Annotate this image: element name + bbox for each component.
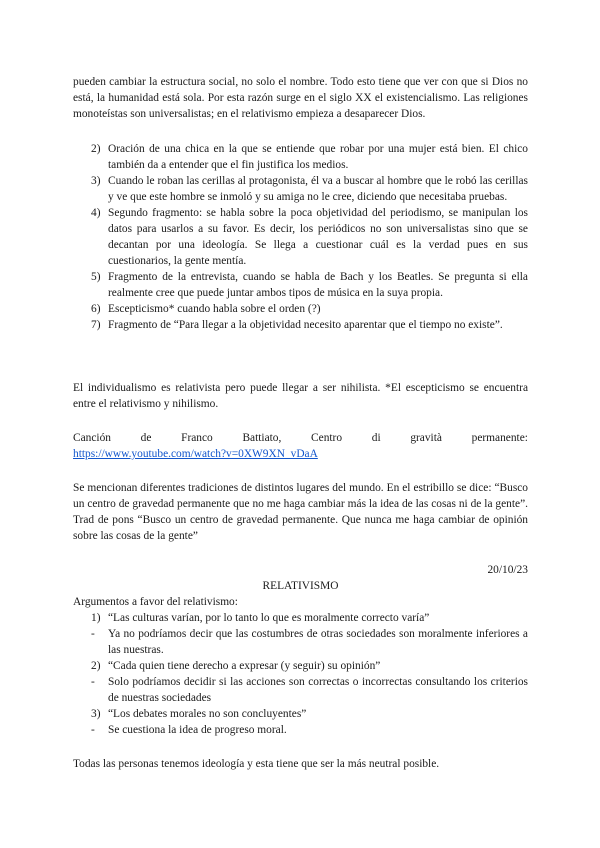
- list-text: Oración de una chica en la que se entiende que robar por una mujer está bien. El chico también da a entender que el fin justifica los medios.: [108, 143, 528, 171]
- argument-item: [73, 658, 528, 674]
- closing-paragraph: Todas las personas tenemos ideología y esta tiene que ser la más neutral posible.: [73, 758, 440, 770]
- list-item: [73, 317, 528, 333]
- argument-text: “Los debates morales no son concluyentes”: [108, 708, 307, 720]
- song-word: permanente:: [471, 432, 528, 444]
- song-line: [73, 430, 528, 446]
- list-text: Fragmento de “Para llegar a la objetividad necesito aparentar que el tiempo no existe”.: [108, 319, 503, 331]
- document-page: [73, 74, 528, 772]
- film-notes-list: [73, 141, 528, 333]
- song-word: Franco: [181, 432, 213, 444]
- section-title: RELATIVISMO: [262, 580, 339, 592]
- list-item: [73, 141, 528, 173]
- argument-marker: 1): [91, 612, 101, 624]
- list-item: [73, 269, 528, 301]
- list-text: Fragmento de la entrevista, cuando se habla de Bach y los Beatles. Se pregunta si ella realmente cree que puede juntar ambos tipos de música en la suya propia.: [108, 271, 528, 299]
- argument-item: [73, 626, 528, 658]
- song-word: Battiato,: [242, 432, 282, 444]
- song-word: Centro: [311, 432, 343, 444]
- argument-item: [73, 722, 528, 738]
- list-text: Cuando le roban las cerillas al protagonista, él va a buscar al hombre que le robó las cerillas y ve que este hombre se inmoló y su amiga no le cree, diciendo que necesitaba pruebas.: [108, 175, 528, 203]
- arguments-heading: Argumentos a favor del relativismo:: [73, 596, 238, 608]
- argument-text: Solo podríamos decidir si las acciones son correctas o incorrectas consultando los criterios de nuestras sociedades: [108, 676, 528, 704]
- argument-marker: 2): [91, 660, 101, 672]
- arguments-list: [73, 610, 528, 738]
- argument-marker: 3): [91, 708, 101, 720]
- argument-item: [73, 610, 528, 626]
- argument-text: “Cada quien tiene derecho a expresar (y seguir) su opinión”: [108, 660, 381, 672]
- date-stamp: 20/10/23: [487, 564, 528, 576]
- list-number: 4): [91, 207, 101, 219]
- list-item: [73, 301, 528, 317]
- list-number: 7): [91, 319, 101, 331]
- song-word: Canción: [73, 432, 111, 444]
- song-word: de: [140, 432, 152, 444]
- argument-marker: -: [91, 628, 95, 640]
- argument-marker: -: [91, 724, 95, 736]
- song-word: gravità: [410, 432, 442, 444]
- list-number: 2): [91, 143, 101, 155]
- argument-text: Ya no podríamos decir que las costumbres de otras sociedades son moralmente inferiores a las nuestras.: [108, 628, 528, 656]
- list-item: [73, 205, 528, 269]
- list-text: Segundo fragmento: se habla sobre la poca objetividad del periodismo, se manipulan los datos para usarlos a su favor. Es decir, los periódicos no son universalistas sino que se decantan por una ideología. Se llega a cuestionar cuál es la verdad pues en sus cuestionarios, la gente mentía.: [108, 207, 528, 267]
- argument-item: [73, 674, 528, 706]
- argument-text: Se cuestiona la idea de progreso moral.: [108, 724, 287, 736]
- list-text: Escepticismo* cuando habla sobre el orden (?): [108, 303, 321, 315]
- intro-paragraph: pueden cambiar la estructura social, no solo el nombre. Todo esto tiene que ver con que si Dios no está, la humanidad está sola. Por esta razón surge en el siglo XX el existencialismo. Las religiones monoteístas son universalistas; en el relativismo empieza a desaparecer Dios.: [73, 76, 528, 120]
- song-word: di: [371, 432, 381, 444]
- individualism-paragraph: El individualismo es relativista pero puede llegar a ser nihilista. *El escepticismo se encuentra entre el relativismo y nihilismo.: [73, 382, 528, 410]
- youtube-link[interactable]: https://www.youtube.com/watch?v=0XW9XN_vDaA: [73, 448, 318, 460]
- list-number: 3): [91, 175, 101, 187]
- list-number: 6): [91, 303, 101, 315]
- traditions-paragraph: Se mencionan diferentes tradiciones de distintos lugares del mundo. En el estribillo se dice: “Busco un centro de gravedad permanente que no me haga cambiar más la idea de las cosas ni de la gente”. Trad de pons “Busco un centro de gravedad permanente. Que nunca me haga cambiar de opinión sobre las cosas de la gente”: [73, 482, 528, 542]
- argument-marker: -: [91, 676, 95, 688]
- argument-text: “Las culturas varían, por lo tanto lo que es moralmente correcto varía”: [108, 612, 430, 624]
- argument-item: [73, 706, 528, 722]
- list-item: [73, 173, 528, 205]
- list-number: 5): [91, 271, 101, 283]
